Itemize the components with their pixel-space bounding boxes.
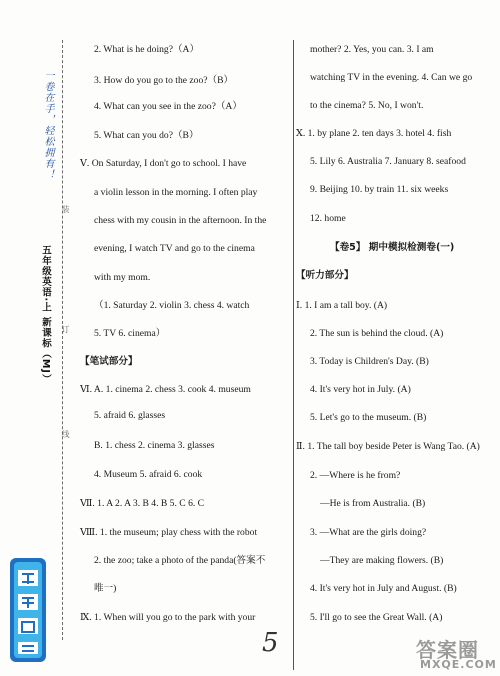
- answer-line: Ⅰ. 1. I am a tall boy. (A): [296, 300, 388, 311]
- answer-line: Ⅹ. 1. by plane 2. ten days 3. hotel 4. fish: [296, 128, 452, 139]
- answer-line: 3. How do you go to the zoo?（B）: [94, 75, 234, 86]
- answer-line: watching TV in the evening. 4. Can we go: [310, 72, 473, 83]
- answer-line: a violin lesson in the morning. I often play: [94, 187, 258, 198]
- page-number: 5: [262, 628, 279, 658]
- answer-line: evening, I watch TV and go to the cinema: [94, 243, 255, 254]
- answer-line: —They are making flowers. (B): [320, 555, 444, 566]
- answer-line: with my mom.: [94, 272, 151, 283]
- answer-line: Ⅴ. On Saturday, I don't go to school. I have: [80, 158, 247, 169]
- answer-line: 4. It's very hot in July and August. (B): [310, 583, 457, 594]
- watermark: [414, 634, 497, 674]
- grade-label: 五年级英语·上 新课标（MJ）: [40, 245, 51, 385]
- answer-line: 5. I'll go to see the Great Wall. (A): [310, 612, 443, 623]
- answer-line: —He is from Australia. (B): [320, 498, 426, 509]
- answer-line: 2. the zoo; take a photo of the panda(答案不: [94, 555, 266, 566]
- answer-line: 4. It's very hot in July. (A): [310, 384, 411, 395]
- answer-line: chess with my cousin in the afternoon. In the: [94, 215, 267, 226]
- answer-line: 9. Beijing 10. by train 11. six weeks: [310, 184, 449, 195]
- answer-line: to the cinema? 5. No, I won't.: [310, 100, 424, 111]
- answer-line: B. 1. chess 2. cinema 3. glasses: [94, 440, 215, 451]
- answer-line: 3. Today is Children's Day. (B): [310, 356, 429, 367]
- answer-line: 4. Museum 5. afraid 6. cook: [94, 469, 203, 480]
- cut-mark: 线: [61, 430, 70, 439]
- answer-line: 5. afraid 6. glasses: [94, 410, 166, 421]
- answer-line: 5. TV 6. cinema）: [94, 328, 166, 339]
- answer-line: 4. What can you see in the zoo?（A）: [94, 101, 242, 112]
- cut-line: [62, 40, 63, 640]
- section-heading: 【笔试部分】: [80, 356, 138, 367]
- answer-line: 2. What is he doing?（A）: [94, 44, 200, 55]
- cut-mark: 订: [61, 325, 70, 334]
- binding-strip: [0, 0, 70, 676]
- slogan-text: 一卷在手，轻松拥有！: [42, 70, 53, 180]
- answer-line: 唯一): [94, 583, 117, 594]
- answer-line: Ⅵ. A. 1. cinema 2. chess 3. cook 4. museum: [80, 384, 251, 395]
- answer-line: 5. Lily 6. Australia 7. January 8. seafood: [310, 156, 466, 167]
- column-divider: [293, 40, 294, 670]
- answer-line: 5. What can you do?（B）: [94, 130, 199, 141]
- answer-line: 2. —Where is he from?: [310, 470, 401, 481]
- answer-line: 2. The sun is behind the cloud. (A): [310, 328, 444, 339]
- answer-line: （1. Saturday 2. violin 3. chess 4. watch: [94, 300, 250, 311]
- answer-line: 12. home: [310, 213, 346, 224]
- answer-line: Ⅸ. 1. When will you go to the park with your: [80, 612, 256, 623]
- answer-line: mother? 2. Yes, you can. 3. I am: [310, 44, 434, 55]
- answer-line: Ⅱ. 1. The tall boy beside Peter is Wang Tao. (A): [296, 441, 480, 452]
- answer-line: Ⅶ. 1. A 2. A 3. B 4. B 5. C 6. C: [80, 498, 205, 509]
- answer-line: 5. Let's go to the museum. (B): [310, 412, 427, 423]
- watermark-bottom: MXQE.COM: [420, 658, 497, 671]
- answer-line: Ⅷ. 1. the museum; play chess with the robot: [80, 527, 258, 538]
- answer-line: 3. —What are the girls doing?: [310, 527, 427, 538]
- cut-mark: 装: [61, 205, 70, 214]
- publisher-logo-icon: [6, 556, 50, 664]
- section-heading: 【卷5】 期中模拟检测卷(一): [330, 242, 455, 253]
- section-heading: 【听力部分】: [296, 270, 354, 281]
- watermark-top: 答案圈: [416, 638, 479, 662]
